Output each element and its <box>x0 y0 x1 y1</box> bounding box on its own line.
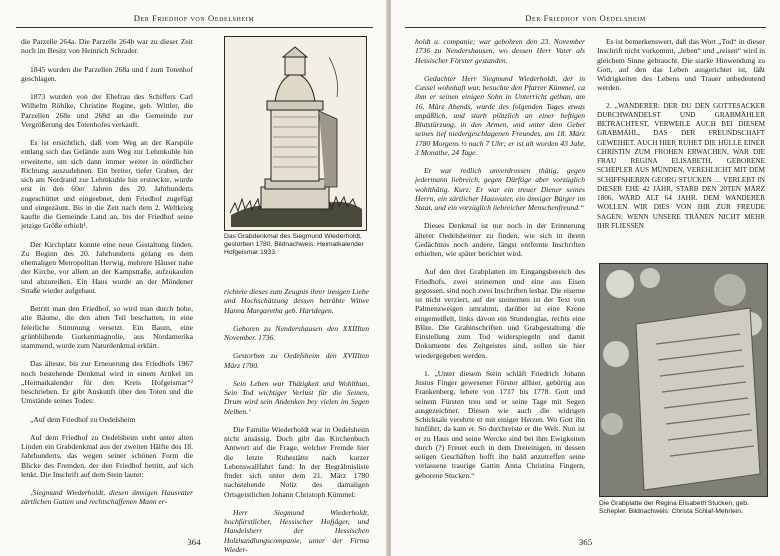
paragraph: Geboren zu Nendershausen den XXIIIten November. 1736. <box>224 323 369 342</box>
page-number: 365 <box>578 537 593 547</box>
text-column-left <box>415 37 585 489</box>
paragraph: holdt u. companie; war gebohren den 23. November 1736 zu Nendershausen, wo dessen Herr Vater als Hessischer Förster gestanden. <box>415 37 585 65</box>
header-rule <box>16 27 373 28</box>
text-column-right <box>597 37 765 240</box>
paragraph: Betritt man den Friedhof, so wird man durch hohe, alte Bäume, die den alten Teil beschatten, in eine feierliche Stimmung versetzt. Ein Baum, eine grünblühende Gurkenmagnolie, aus Nordamerika stammend, wurde zum Naturdenkmal erklärt. <box>21 304 193 350</box>
paragraph: Sein Leben war Thätigkeit und Wohlthun, Sein Tod wichtiger Verlust für die Seinen, Drum wird sein Andenken bey vielen im Segen bleiben.‘ <box>224 378 369 416</box>
paragraph: Auf dem Friedhof zu Oedelsheim steht unter alten Linden ein Grabdenkmal aus der zweiten Hälfte des 18. Jahrhunderts, das wegen seiner schönen Form die Blicke des Fremden, der den Friedhof betritt, auf sich lenkt. Die Inschrift auf dem Stein lautet: <box>21 432 193 479</box>
figure-caption: Das Grabdenkmal des Siegmund Wiederholdt, gestorben 1780. Bildnachweis: Heimatkalender Hofgeismar 1933. <box>224 233 364 257</box>
paragraph: 1873 wurden von der Ehefrau des Schiffers Carl Wilhelm Röhlke, Christine Regine, geb. Wittler, die Parzellen 268e und 268d an die Gemeinde zur Vergrößerung des Totenhofes verkauft. <box>21 92 193 129</box>
page-number: 364 <box>187 537 201 547</box>
monument-drawing <box>225 37 366 230</box>
running-header: Der Friedhof von Oedelsheim <box>133 13 255 23</box>
figure-caption: Die Grabplatte der Regina Elisabeth Stucken, geb. Schepler. Bildnachweis: Christa Schlaf-Mehrlein. <box>599 500 749 516</box>
text-column-left <box>21 37 193 516</box>
running-header: Der Friedhof von Oedelsheim <box>525 13 646 23</box>
paragraph: 2. „WANDERER: DER DU DEN GOTTESACKER DURCHWANDELST UND GRABMÄHLER BETRACHTEST, VERWEILE AUCH BEI DIESEM GRABMAHL, DAS DER FREUNDSCHAFT GEWEIHET. AUCH HIER RUHET DIE HÜLLE EINER CHRISTIN ZUM FROHEN ERWACHEN, WAR DIE FRAU REGINA ELISABETH, GEBORENE SCHEPLER AUS MÜNDEN, VEREHLICHT MIT DEM SCHIFFSHERRN GEORG STUCKEN … VERLEBT IN DIESER EHE 42 JAHR, STARB DEN 20TEN MÄRZ 1806, WARD ALT 64 JAHR. DEM WANDERER WOLLEN WIR DIES VON IHR ZUR FREUDE SAGEN: WENN UNSERE TRÄNEN NICHT MEHR IHR FLIESSEN <box>597 101 765 230</box>
paragraph: die Parzelle 264a. Die Parzelle 264b war zu dieser Zeit noch im Besitz von Heinrich Schrader. <box>21 37 193 56</box>
paragraph: 1845 wurden die Parzellen 268a und f zum Totenhof geschlagen. <box>21 64 193 83</box>
paragraph: Dieses Denkmal ist nur noch in der Erinnerung älterer Oedelsheimer zu finden, wie sich in ihrem Gedächtnis noch andere, längst entfernte Inschriften erhielten, wie später berichtet wird. <box>415 221 585 258</box>
paragraph: Herr Siegmund Wiederholdt, hochfürstlicher, Hessischer Hofjäger, und Handelsherr der Hessischen Holzhandlungscompanie, unter der Firma Wieder- <box>224 507 369 554</box>
grave-plate-drawing <box>600 264 767 496</box>
paragraph: „Auf dem Friedhof zu Oedelsheim <box>30 414 136 424</box>
paragraph: richtete dieses zum Zeugnis ihrer innigen Liebe und Hochschätzung dessen betrübte Witwe Hanna Margaretha geb. Hartdegen. <box>224 287 369 315</box>
paragraph: Die Familie Wiederholdt war in Oedelsheim nicht ansässig. Doch gibt das Kirchenbuch Antwort auf die Frage, welcher Fremde hier die letzte Ruhestätte nach kurzer Lebenswallfahrt fand: In der Begräbnisliste findet sich unter dem 21. März 1780 nachstehende Notiz des damaligen Ortsgeistlichen Johann Christoph Kümmel: <box>224 424 369 499</box>
paragraph: Es ist ersichtlich, daß vom Weg an der Karspüle entlang sich das Gelände zum Weg zur Lehmkuhle hin erweiterte, um sich dann immer weiter in nördlicher Richtung auszudehnen. Ein breiter, tiefer Graben, der sich am Nordrand zur Lehmkuhle hin erstreckte, wurde erst in den 60er Jahren des 20. Jahrhunderts zugeschüttet und eingeebnet, dem Friedhof zugefügt und eingezäunt. Bis in die Zeit nach dem 2. Weltkrieg kaufte die Gemeinde Land an, bis der Friedhof seine jetzige Größe erhielt¹. <box>21 138 193 231</box>
paragraph: Auf den drei Grabplatten im Eingangsbereich des Friedhofs, zwei steinernen und eine aus Eisen gegossen, sind noch zwei Inschriften lesbar. Die eiserne ist nicht verziert, auf der steinernen ist der Text von Palmenzweigen umrahmt, darüber ist eine Krone eingemeißelt, links davon ein Stundenglas, rechts eine Blüte. Die Grabinschriften und Grabgestaltung die Einstellung zum Tod widerspiegeln und damit Dokumente des Zeitgeistes sind, sollen sie hier wiedergegeben werden. <box>415 267 585 360</box>
paragraph: Das älteste, bis zur Erneuerung des Friedhofs 1967 noch bestehende Denkmal wird in einem Artikel im „Heimatkalender für den Kreis Hofgeismar“² beschrieben. Er gibt Auskunft über den Toten und die Umstände seines Todes: <box>21 359 193 406</box>
grave-monument-illustration <box>224 36 367 231</box>
left-page <box>0 0 388 556</box>
paragraph: ‚Siegmund Wiederholdt, diesen ämsigen Hausvater zärtlichen Gatten und rechtschaffenen Mann er- <box>21 488 193 507</box>
grave-plate-photo <box>599 263 768 497</box>
paragraph: Gestorben zu Oedelsheim den XVIIIten März 1780. <box>224 351 369 370</box>
paragraph: Er war redlich unverdrossen thätig, gegen jedermann liebreich, gegen Dürftige aber vorzüglich wohlthätig. Kurz: Er war ein treuer Diener seines Herrn, ein zärtlicher Hausvater, ein ämsiger Bürger im Staat, und ein vorzüglich liebreicher Menschenfreund.“ <box>415 166 585 212</box>
text-column-right <box>224 287 369 556</box>
paragraph: 1. „Unter diesem Stein schläft Friedrich Johann Justus Finger gewesener Förster allhier, gebürtig aus Frankenberg, lebete von 1717 bis 1778. Gott und seinem Fürsten treu und er seine Tage mit Segen ausgezeichnet. Diesen wie auch die widrigen Schicksale verehrte er mit einiger Herzen. Wo Gott ihn hinführt, da kam er. So durchreiste er die Welt. Nun ist er zu Haus und seine Wercke sind bei ihm Ewigkeiten durch (?) Freuet euch in dem Dreieinigen, in dessen seligen Geschäften hofft ihn bald anzutreffen seine verlassene traurige Gattin Anna Christina Fingern, geborene Stucken.“ <box>415 368 585 480</box>
paragraph: Der Kirchplatz konnte eine neue Gestaltung finden. Zu Beginn des 20. Jahrhunderts gelang es dem ehemaligen Metropolitan Herwig, mehrere Häuser nahe der Kirche, vor allem an der Kampstraße, aufzukaufen und abzureißen. Ein Haus wurde an der Mündener Straße wieder aufgebaut. <box>21 239 193 295</box>
paragraph: Es ist bemerkenswert, daß das Wort „Tod“ in dieser Inschrift nicht vorkommt, „leben“ und „reisen“ wird in gleichem Sinne gebraucht. Die starke Hinwendung zu Gott, auf den das Leben ausgerichtet ist, läßt Widrigkeiten des Lebens und Trauer unbedeutend werden. <box>597 37 765 93</box>
right-page <box>391 0 780 556</box>
header-rule <box>405 27 766 28</box>
paragraph: Gedachter Herr Siegmund Wiederholdt, der in Cassel wohnhaft war, besuchte den Pfarrer Kümmel, ca ihm er seinen einigen Sohn in Unterricht gethan, am 16. März Abends, wurde des folgenden Tages etwas unpäßlich, und starb plötzlich an einer heftigen Blutstürzung, in den Armen, und unter dem Gebet seines tief niedergeschlagenen Freundes, am 18. März 1780 Morgens ½ nach 7 Uhr; er ist alt worden 43 Jahr, 3 Monathe, 24 Tage. <box>415 73 585 157</box>
